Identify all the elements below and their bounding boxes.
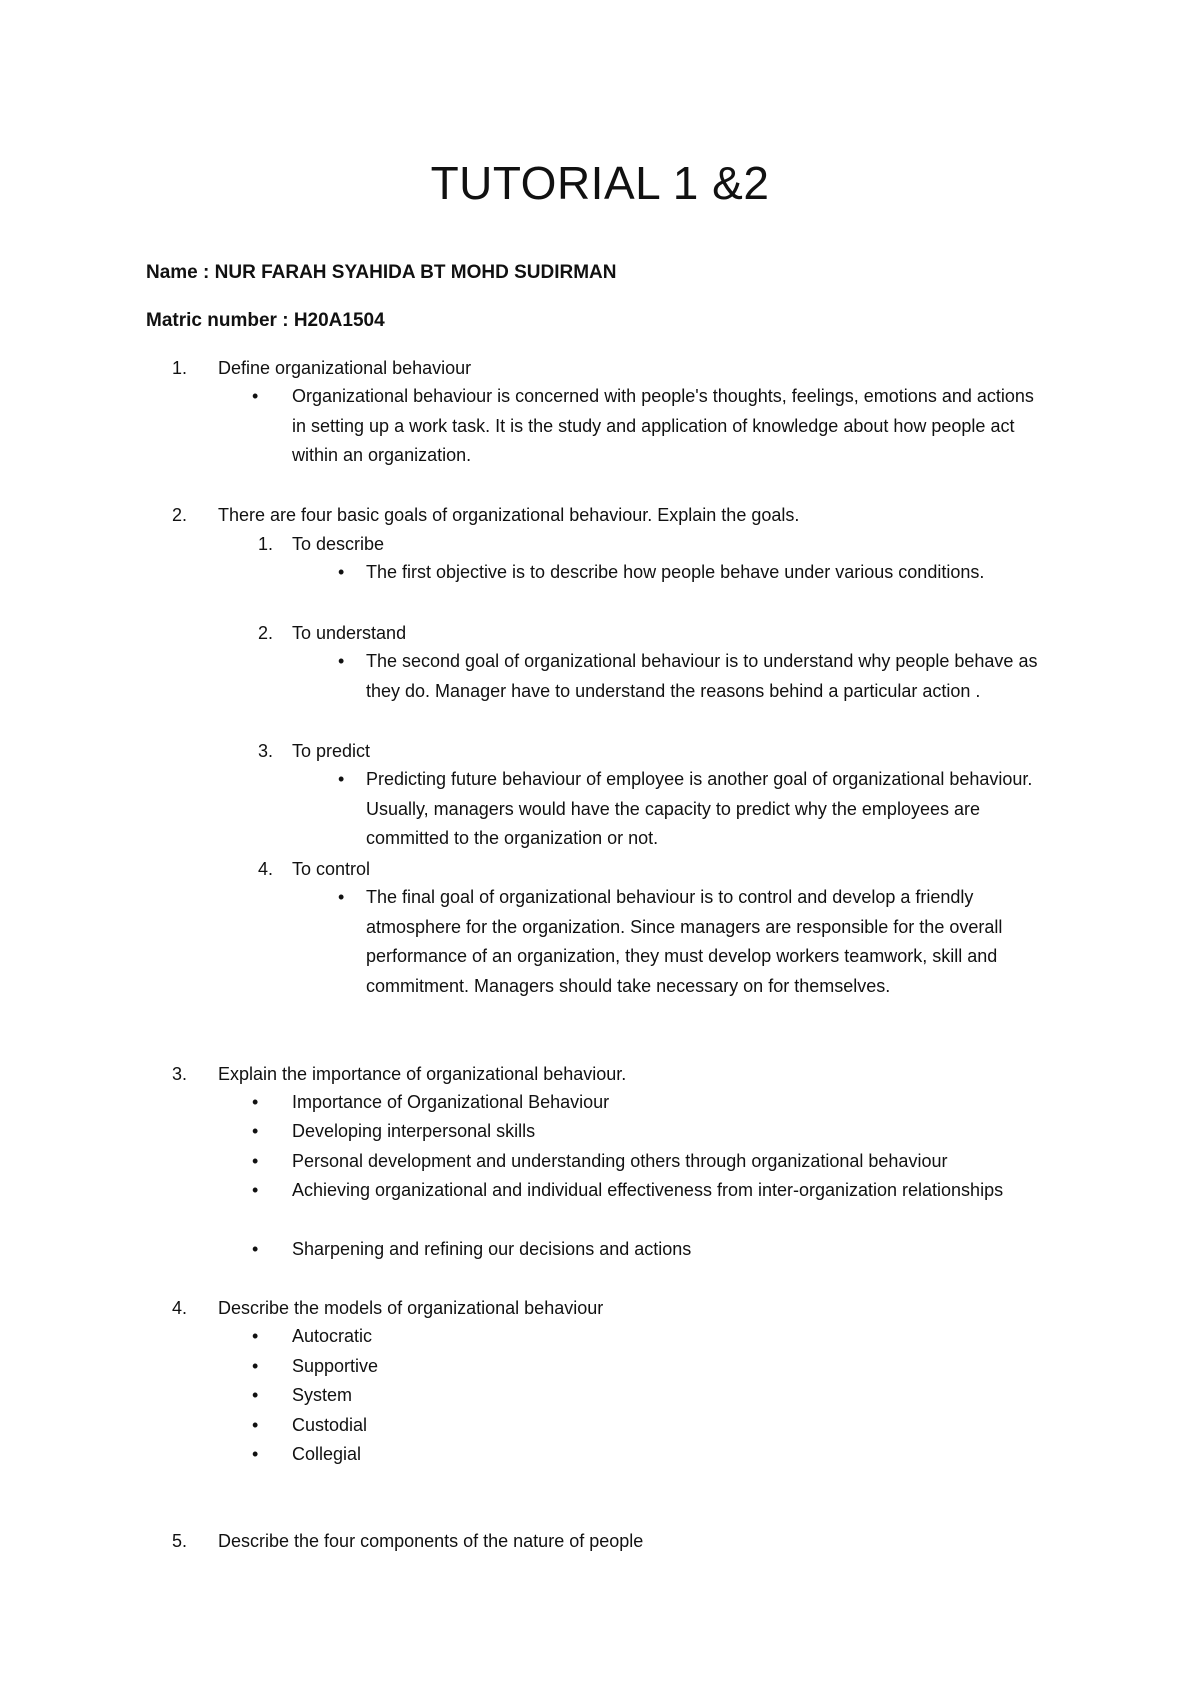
document-title: TUTORIAL 1 &2: [430, 157, 770, 209]
goal-title: To describe: [292, 534, 385, 554]
bullet-icon: •: [252, 1444, 259, 1464]
goal-text: Predicting future behaviour of employee is another goal of organizational behaviour. Usually, managers would have the capacity to predict why the employees are committed to the organization or not.: [366, 769, 1033, 848]
question-text: Define organizational behaviour: [218, 358, 472, 378]
answer-text: Organizational behaviour is concerned with people's thoughts, feelings, emotions and actions in setting up a work task. It is the study and application of knowledge about how people act within an organization.: [292, 386, 1034, 465]
bullet-icon: •: [252, 1092, 259, 1112]
matric-value: H20A1504: [293, 310, 385, 331]
list-item-text: Importance of Organizational Behaviour: [292, 1092, 610, 1112]
bullet-icon: •: [252, 1326, 259, 1346]
bullet-icon: •: [252, 1356, 259, 1376]
goal-text: The final goal of organizational behaviour is to control and develop a friendly atmosphere for the organization. Since managers are responsible for the overall performance of an organization, they must develop workers teamwork, skill and commitment. Managers should take necessary on for themselves.: [366, 887, 1003, 996]
bullet-icon: •: [252, 1151, 259, 1171]
list-item: [252, 1411, 1052, 1441]
question-text: Explain the importance of organizational behaviour.: [218, 1064, 627, 1084]
list-item: [252, 1147, 1052, 1177]
list-item-text: System: [292, 1385, 353, 1405]
list-item-text: Autocratic: [292, 1326, 373, 1346]
question-number: 1.: [172, 358, 188, 378]
list-item-text: Supportive: [292, 1356, 379, 1376]
goal-text: The second goal of organizational behaviour is to understand why people behave as they do. Manager have to understand the reasons behind a particular action .: [366, 651, 1038, 701]
question-number: 3.: [172, 1064, 188, 1084]
goal-text: The first objective is to describe how people behave under various conditions.: [366, 562, 985, 582]
goal-title: To predict: [292, 741, 371, 761]
question-text: Describe the models of organizational behaviour: [218, 1298, 604, 1318]
goal-title: To understand: [292, 623, 407, 643]
list-item-text: Personal development and understanding others through organizational behaviour: [292, 1151, 948, 1171]
goal-number: 2.: [258, 623, 274, 643]
answer-bullet: [252, 382, 1052, 471]
list-item-text: Achieving organizational and individual effectiveness from inter-organization relationships: [292, 1180, 1004, 1200]
goal-number: 1.: [258, 534, 274, 554]
list-item: [252, 1235, 1052, 1265]
goal-number: 4.: [258, 859, 274, 879]
student-name-line: [146, 262, 616, 284]
question-number: 2.: [172, 505, 188, 525]
bullet-icon: •: [338, 769, 345, 789]
bullet-icon: •: [252, 1239, 259, 1259]
goal-bullet: [338, 558, 1066, 588]
question-number: 5.: [172, 1531, 188, 1551]
name-label: Name :: [146, 262, 215, 283]
list-item: [252, 1352, 1052, 1382]
list-item: [252, 1381, 1052, 1411]
matric-number-line: [146, 310, 385, 332]
list-item-text: Developing interpersonal skills: [292, 1121, 536, 1141]
bullet-icon: •: [252, 1180, 259, 1200]
list-item-text: Custodial: [292, 1415, 368, 1435]
list-item: [252, 1088, 1052, 1118]
list-item-text: Collegial: [292, 1444, 362, 1464]
list-item: [252, 1117, 1052, 1147]
bullet-icon: •: [252, 1385, 259, 1405]
name-value: NUR FARAH SYAHIDA BT MOHD SUDIRMAN: [214, 262, 617, 283]
goal-bullet: [338, 647, 1066, 706]
list-item-text: Sharpening and refining our decisions and actions: [292, 1239, 692, 1259]
matric-label: Matric number :: [146, 310, 294, 331]
bullet-icon: •: [338, 651, 345, 671]
list-item: [252, 1440, 1052, 1470]
bullet-icon: •: [338, 562, 345, 582]
list-item: [252, 1176, 1012, 1206]
goal-number: 3.: [258, 741, 274, 761]
bullet-icon: •: [252, 386, 259, 406]
goal-bullet: [338, 765, 1066, 854]
goal-title: To control: [292, 859, 371, 879]
question-text: There are four basic goals of organizational behaviour. Explain the goals.: [218, 505, 800, 525]
bullet-icon: •: [252, 1121, 259, 1141]
question-text: Describe the four components of the nature of people: [218, 1531, 644, 1551]
goal-bullet: [338, 883, 1066, 1001]
bullet-icon: •: [252, 1415, 259, 1435]
question-number: 4.: [172, 1298, 188, 1318]
bullet-icon: •: [338, 887, 345, 907]
list-item: [252, 1322, 1052, 1352]
